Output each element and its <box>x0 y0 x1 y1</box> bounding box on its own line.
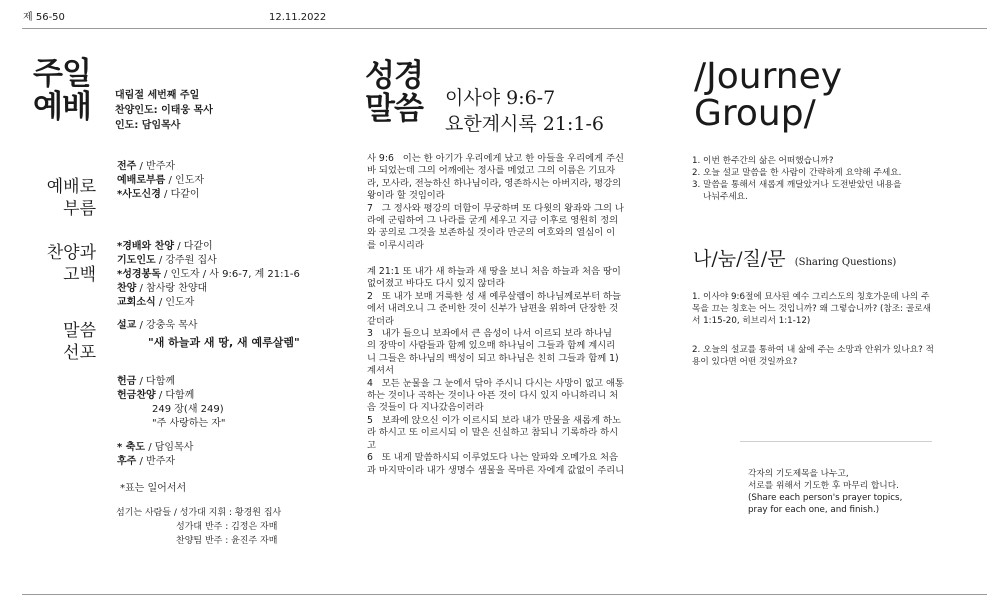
list-item: 찬양 / 참사랑 찬양대 <box>117 283 208 294</box>
top-divider <box>22 28 987 29</box>
list-item: 2. 오늘 설교 말씀을 한 사람이 간략하게 요약해 주세요. <box>692 168 902 178</box>
sermon-line: 설교 / 강충욱 목사 <box>117 320 198 331</box>
sharing-question-1: 1. 이사야 9:6절에 묘사된 예수 그리스도의 칭호가운데 나의 주 목을 끄는 칭호는 어느 것입니까? 왜 그렇습니까? (참조: 골로새 서 1:15-20, 히브리서 1:1-12) <box>692 292 932 326</box>
call-to-worship-list <box>117 160 204 202</box>
offering-list <box>117 375 194 403</box>
list-item: 나눠주세요. <box>692 192 748 202</box>
list-item: 후주 / 반주자 <box>117 456 176 467</box>
isaiah-passage: 사 9:6 이는 한 아기가 우리에게 났고 한 아들을 우리에게 주신 바 되었는데 그의 어깨에는 정사를 메었고 그의 이름은 기묘자 라, 모사라, 전능하신 하나님이라, 영존하시는 아버지라, 평강의 왕이라 할 것임이라 7 그 정사와 평강의 더함이 무궁하며 또 다윗의 왕좌와 그의 나 라에 군림하여 그 나라를 굳게 세우고 지금 이후로 영원히 정의 와 공의로 그것을 보존하실 것이라 만군의 여호와의 열심이 이 를 이루시리라 <box>367 153 624 251</box>
list-item: *경배와 찬양 / 다같이 <box>117 241 213 252</box>
list-item: 예배로부름 / 인도자 <box>117 175 205 186</box>
journey-group-title: /Journey Group/ <box>694 56 843 134</box>
sermon-title: "새 하늘과 새 땅, 새 예루살렘" <box>148 336 300 349</box>
list-item: 찬양팀 반주 : 윤진주 자매 <box>176 536 278 546</box>
offering-hymn: 249 장(새 249) "주 사랑하는 자" <box>152 404 226 429</box>
sharing-title: 나/눔/질/문 <box>693 248 786 270</box>
list-item: 1. 이번 한주간의 삶은 어떠했습니까? <box>692 156 834 166</box>
list-item: 3. 말씀을 통해서 새롭게 깨달았거나 도전받았던 내용을 <box>692 180 902 190</box>
section-proclamation: 말씀 선포 <box>63 321 96 363</box>
section-call-to-worship: 예배로 부름 <box>46 177 96 219</box>
bottom-divider <box>22 594 987 595</box>
list-item: 교회소식 / 인도자 <box>117 297 195 308</box>
worship-title: 주일 예배 <box>33 56 91 125</box>
closing-list <box>117 441 193 469</box>
servants-list <box>116 506 281 548</box>
list-item: *성경봉독 / 인도자 / 사 9:6-7, 계 21:1-6 <box>117 269 300 280</box>
list-item: * 축도 / 담임목사 <box>117 442 194 453</box>
list-item: 헌금 / 다함께 <box>117 376 176 387</box>
list-item: 기도인도 / 강주원 집사 <box>117 255 217 266</box>
list-item: 헌금찬양 / 다함께 <box>117 390 195 401</box>
prayer-instructions: 각자의 기도제목을 나누고, 서로를 위해서 기도한 후 마무리 합니다. (Share each person's prayer topics, pray for each one, and finish.) <box>748 469 903 515</box>
prayer-divider <box>740 441 932 442</box>
issue-number: 제 56-50 <box>23 12 65 23</box>
worship-info: 대림절 세번째 주일 찬양인도: 이태웅 목사 인도: 담임목사 <box>115 90 213 131</box>
scripture-references: 이사야 9:6-7 요한계시록 21:1-6 <box>445 87 604 135</box>
sharing-subtitle: (Sharing Questions) <box>794 257 897 268</box>
list-item: 성가대 반주 : 김정은 자매 <box>176 522 278 532</box>
section-praise-confession: 찬양과 고백 <box>46 243 96 285</box>
standing-note: *표는 일어서서 <box>120 483 187 494</box>
list-item: *사도신경 / 다같이 <box>117 189 200 200</box>
journey-questions <box>692 155 902 203</box>
sharing-questions-header <box>693 244 896 271</box>
praise-confession-list <box>117 240 300 310</box>
revelation-passage: 계 21:1 또 내가 새 하늘과 새 땅을 보니 처음 하늘과 처음 땅이 없어졌고 바다도 다시 있지 않더라 2 또 내가 보매 거룩한 성 새 예루살렘이 하나님께로부터 하늘 에서 내려오니 그 준비한 것이 신부가 남편을 위하여 단장한 것 같더라 3 내가 들으니 보좌에서 큰 음성이 나서 이르되 보라 하나님 의 장막이 사람들과 함께 있으매 하나님이 그들과 함께 계시리 니 그들은 하나님의 백성이 되고 하나님은 친히 그들과 함께 1) 계셔서 4 모든 눈물을 그 눈에서 닦아 주시니 다시는 사망이 없고 애통 하는 것이나 곡하는 것이나 아픈 것이 다시 있지 아니하리니 처 음 것들이 다 지나갔음이러라 5 보좌에 앉으신 이가 이르시되 보라 내가 만물을 새롭게 하노 라 하시고 또 이르시되 이 말은 신실하고 참되니 기록하라 하시 고 6 또 내게 말씀하시되 이루었도다 나는 알파와 오메가요 처음 과 마지막이라 내가 생명수 샘물을 목마른 자에게 값없이 주리니 <box>367 266 625 476</box>
list-item: 전주 / 반주자 <box>117 161 176 172</box>
bulletin-date: 12.11.2022 <box>269 12 327 23</box>
list-item: 섬기는 사람들 / 성가대 지휘 : 황경원 집사 <box>116 508 282 518</box>
scripture-title: 성경 말씀 <box>365 58 423 127</box>
sharing-question-2: 2. 오늘의 설교를 통하여 내 삶에 주는 소망과 안위가 있나요? 적 용이 있다면 어떤 것일까요? <box>692 345 934 367</box>
